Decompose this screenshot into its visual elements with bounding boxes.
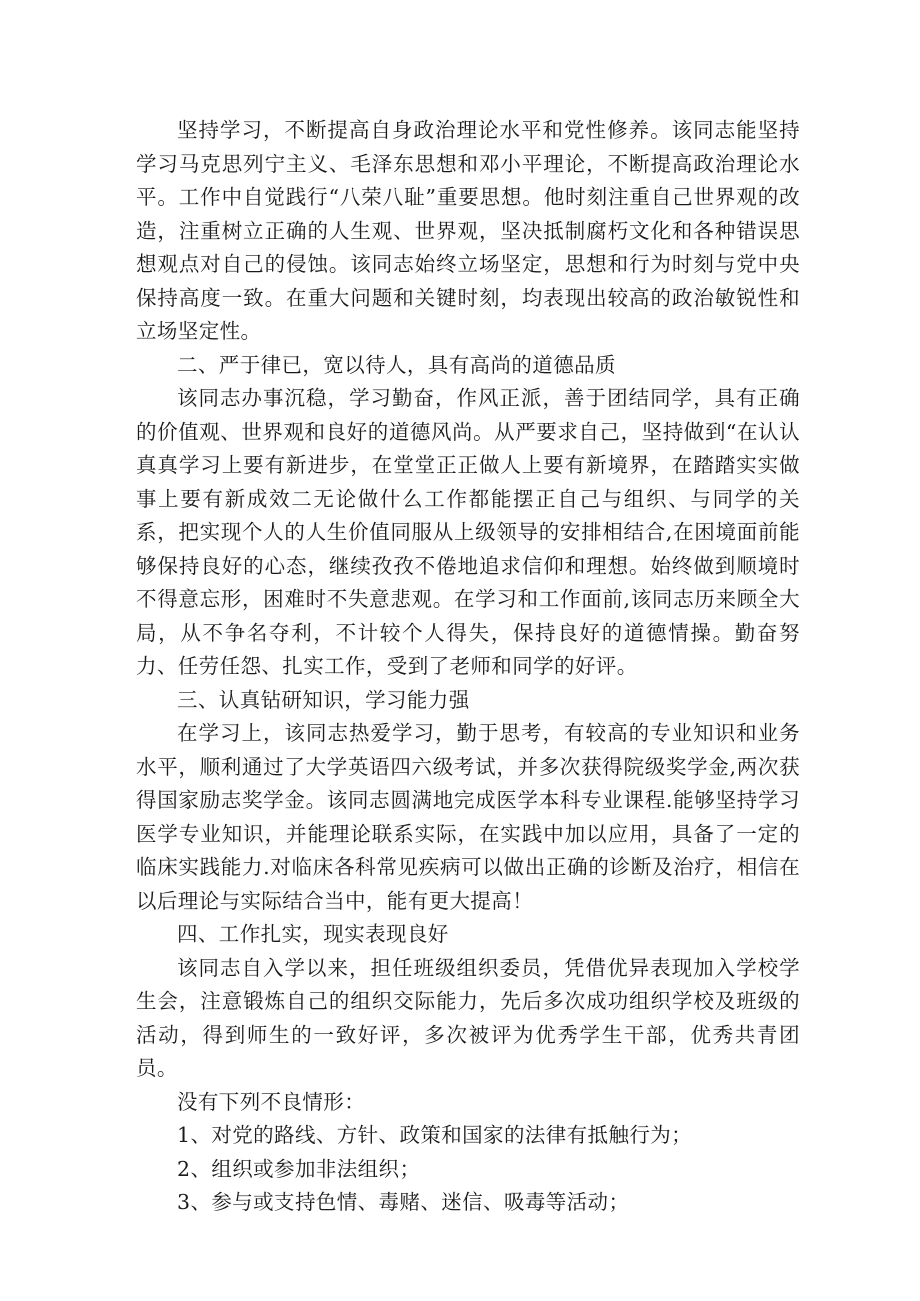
paragraph-study-ability: 在学习上，该同志热爱学习，勤于思考，有较高的专业知识和业务水平，顺利通过了大学英语四六级考试，并多次获得院级奖学金,两次获得国家励志奖学金。该同志圆满地完成医学本科专业课程.能够坚持学习医学专业知识，并能理论联系实际，在实践中加以应用，具备了一定的临床实践能力.对临床各科常见疾病可以做出正确的诊断及治疗，相信在以后理论与实际结合当中，能有更大提高！ [136, 721, 800, 913]
list-item-1: 1、对党的路线、方针、政策和国家的法律有抵触行为； [177, 1123, 693, 1147]
section-heading-2: 二、严于律已，宽以待人，具有高尚的道德品质 [177, 352, 616, 377]
list-item-2: 2、组织或参加非法组织； [177, 1156, 421, 1181]
list-item-3: 3、参与或支持色情、毒赌、迷信、吸毒等活动； [177, 1190, 630, 1214]
section-heading-3: 三、认真钻研知识，学习能力强 [177, 687, 470, 712]
document-body [136, 114, 800, 1220]
no-bad-conduct-heading: 没有下列不良情形： [177, 1089, 366, 1114]
paragraph-work-performance: 该同志自入学以来，担任班级组织委员，凭借优异表现加入学校学生会，注意锻炼自己的组织交际能力，先后多次成功组织学校及班级的活动，得到师生的一致好评，多次被评为优秀学生干部，优秀共青团员。 [136, 955, 800, 1080]
paragraph-moral-character: 该同志办事沉稳，学习勤奋，作风正派，善于团结同学，具有正确的价值观、世界观和良好的道德风尚。从严要求自己，坚持做到“在认认真真学习上要有新进步，在堂堂正正做人上要有新境界，在踏踏实实做事上要有新成效二无论做什么工作都能摆正自己与组织、与同学的关系，把实现个人的人生价值同服从上级领导的安排相结合,在困境面前能够保持良好的心态，继续孜孜不倦地追求信仰和理想。始终做到顺境时不得意忘形，困难时不失意悲观。在学习和工作面前,该同志历来顾全大局，从不争名夺利，不计较个人得失，保持良好的道德情操。勤奋努力、任劳任怨、扎实工作，受到了老师和同学的好评。 [136, 386, 800, 678]
section-heading-4: 四、工作扎实，现实表现良好 [177, 922, 449, 946]
paragraph-political-study: 坚持学习，不断提高自身政治理论水平和党性修养。该同志能坚持学习马克思列宁主义、毛泽东思想和邓小平理论，不断提高政治理论水平。工作中自觉践行“八荣八耻”重要思想。他时刻注重自己世界观的改造，注重树立正确的人生观、世界观，坚决抵制腐朽文化和各种错误思想观点对自己的侵蚀。该同志始终立场坚定，思想和行为时刻与党中央保持高度一致。在重大问题和关键时刻，均表现出较高的政治敏锐性和立场坚定性。 [136, 118, 800, 343]
